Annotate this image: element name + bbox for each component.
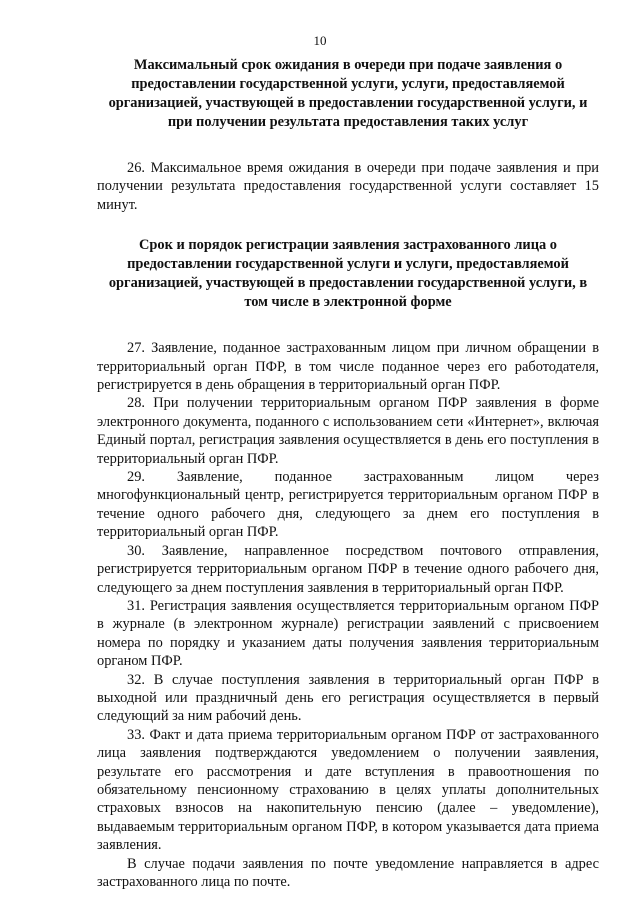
section-heading-registration: Срок и порядок регистрации заявления застрахованного лица о предоставлении государственной услуги и услуги, предоставляемой организацией, участвующей в предоставлении государственной услуги, в том числе в электронной форме [108,237,588,311]
paragraph-26: 26. Максимальное время ожидания в очереди при подаче заявления и при получении результата предоставления государственной услуги составляет 15 минут. [97,160,599,213]
paragraph-mail-notice: В случае подачи заявления по почте уведомление направляется в адрес застрахованного лица по почте. [97,855,599,890]
paragraph-28: 28. При получении территориальным органом ПФР заявления в форме электронного документа, поданного с использованием сети «Интернет», включая Единый портал, регистрация заявления осуществляется в день его поступления в территориальный орган ПФР. [97,395,599,467]
paragraph-27: 27. Заявление, поданное застрахованным лицом при личном обращении в территориальный орган ПФР, в том числе поданное через его работодателя, регистрируется в день обращения в территориальный орган ПФР. [97,340,599,394]
paragraph-29: 29. Заявление, поданное застрахованным лицом через многофункциональный центр, регистрируется территориальным органом ПФР в течение одного рабочего дня, следующего за днем его поступления в территориальный орган ПФР. [97,469,599,541]
section-heading-wait-time: Максимальный срок ожидания в очереди при подаче заявления о предоставлении государственной услуги, услуги, предоставляемой организацией, участвующей в предоставлении государственной услуги, и при получении результата предоставления таких услуг [108,57,588,130]
paragraph-30: 30. Заявление, направленное посредством почтового отправления, регистрируется территориальным органом ПФР в течение одного рабочего дня, следующего за днем поступления заявления в территориальный орган ПФР. [97,542,599,596]
paragraph-32: 32. В случае поступления заявления в территориальный орган ПФР в выходной или праздничный день его регистрация осуществляется в первый следующий за ним рабочий день. [97,671,599,725]
paragraph-31: 31. Регистрация заявления осуществляется территориальным органом ПФР в журнале (в электронном журнале) регистрации заявлений с присвоением номера по порядку и указанием даты получения заявления территориальным органом ПФР. [97,597,599,670]
paragraph-33: 33. Факт и дата приема территориальным органом ПФР от застрахованного лица заявления подтверждаются уведомлением о получении заявления, результате его рассмотрения и дате вступления в правоотношения по обязательному пенсионному страхованию в целях уплаты дополнительных страховых взносов на накопительную пенсию (далее – уведомление), выдаваемым территориальным органом ПФР, в котором указывается дата приема заявления. [97,726,599,854]
document-body [97,56,599,891]
page-number: 10 [313,33,327,48]
